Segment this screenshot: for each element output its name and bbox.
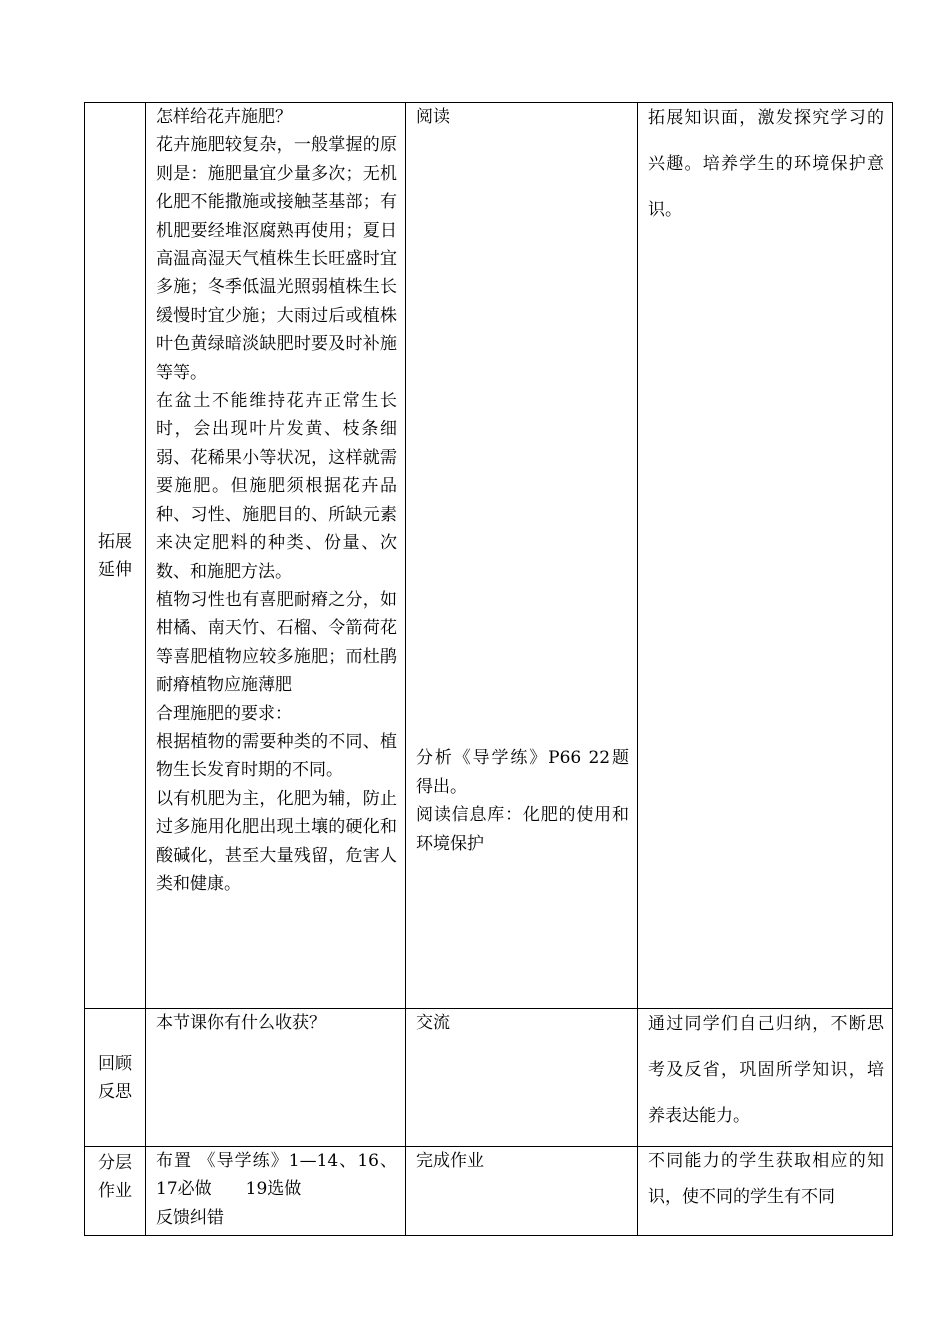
- category-cell: [85, 1147, 146, 1236]
- paragraph: 在盆土不能维持花卉正常生长时，会出现叶片发黄、枝条细弱、花稀果小等状况，这样就需要施肥。但施肥须根据花卉品种、习性、施肥目的、所缺元素来决定肥料的种类、份量、次数、和施肥方法。: [156, 391, 397, 582]
- activity-text: 交流: [416, 1013, 450, 1033]
- category-label: 分层 作业: [98, 1153, 132, 1201]
- category-label: 回顾 反思: [98, 1053, 132, 1102]
- paragraph: 植物习性也有喜肥耐瘠之分，如柑橘、南天竹、石榴、令箭荷花等喜肥植物应较多施肥；而杜鹃耐瘠植物应施薄肥: [156, 589, 397, 696]
- question-text: 怎样给花卉施肥？: [156, 107, 292, 127]
- question-text: 本节课你有什么收获？: [156, 1013, 326, 1033]
- intent-cell: [638, 1147, 893, 1236]
- paragraph: 以有机肥为主，化肥为辅，防止过多施用化肥出现土壤的硬化和酸碱化，甚至大量残留，危害人类和健康。: [156, 788, 397, 894]
- category-cell: [85, 103, 146, 1009]
- content-cell: [146, 1009, 406, 1147]
- activity-cell: [406, 1147, 638, 1236]
- activity-text: 完成作业: [416, 1151, 484, 1171]
- intent-text: 通过同学们自己归纳，不断思考及反省，巩固所学知识，培养表达能力。: [648, 1014, 884, 1126]
- paragraph: 根据植物的需要种类的不同、植物生长发育时期的不同。: [156, 731, 397, 781]
- activity-cell: [406, 103, 638, 1009]
- paragraph: 合理施肥的要求：: [156, 703, 292, 724]
- table-row: [85, 1147, 893, 1236]
- activity-text: 阅读: [416, 107, 450, 127]
- activity-text: 阅读信息库：化肥的使用和环境保护: [416, 805, 629, 854]
- category-label: 拓展 延伸: [98, 531, 132, 580]
- table-row: [85, 103, 893, 1009]
- activity-cell: [406, 1009, 638, 1147]
- intent-text: 不同能力的学生获取相应的知识，使不同的学生有不同: [648, 1151, 884, 1207]
- lesson-plan-table: [84, 102, 893, 1236]
- category-cell: [85, 1009, 146, 1147]
- table-row: [85, 1009, 893, 1147]
- paragraph: 花卉施肥较复杂，一般掌握的原则是：施肥量宜少量多次；无机化肥不能撒施或接触茎基部；有机肥要经堆沤腐熟再使用；夏日高温高湿天气植株生长旺盛时宜多施；冬季低温光照弱植株生长缓慢时宜少施；大雨过后或植株叶色黄绿暗淡缺肥时要及时补施等等。: [156, 135, 397, 383]
- intent-cell: [638, 103, 893, 1009]
- content-cell: [146, 1147, 406, 1236]
- homework-text: 反馈纠错: [156, 1207, 224, 1228]
- activity-text: 分析《导学练》P66 22题得出。: [416, 748, 629, 797]
- homework-text: 布置 《导学练》1—14、16、17必做 19选做: [156, 1151, 397, 1200]
- intent-text: 拓展知识面，激发探究学习的兴趣。培养学生的环境保护意识。: [648, 108, 884, 220]
- intent-cell: [638, 1009, 893, 1147]
- content-cell: [146, 103, 406, 1009]
